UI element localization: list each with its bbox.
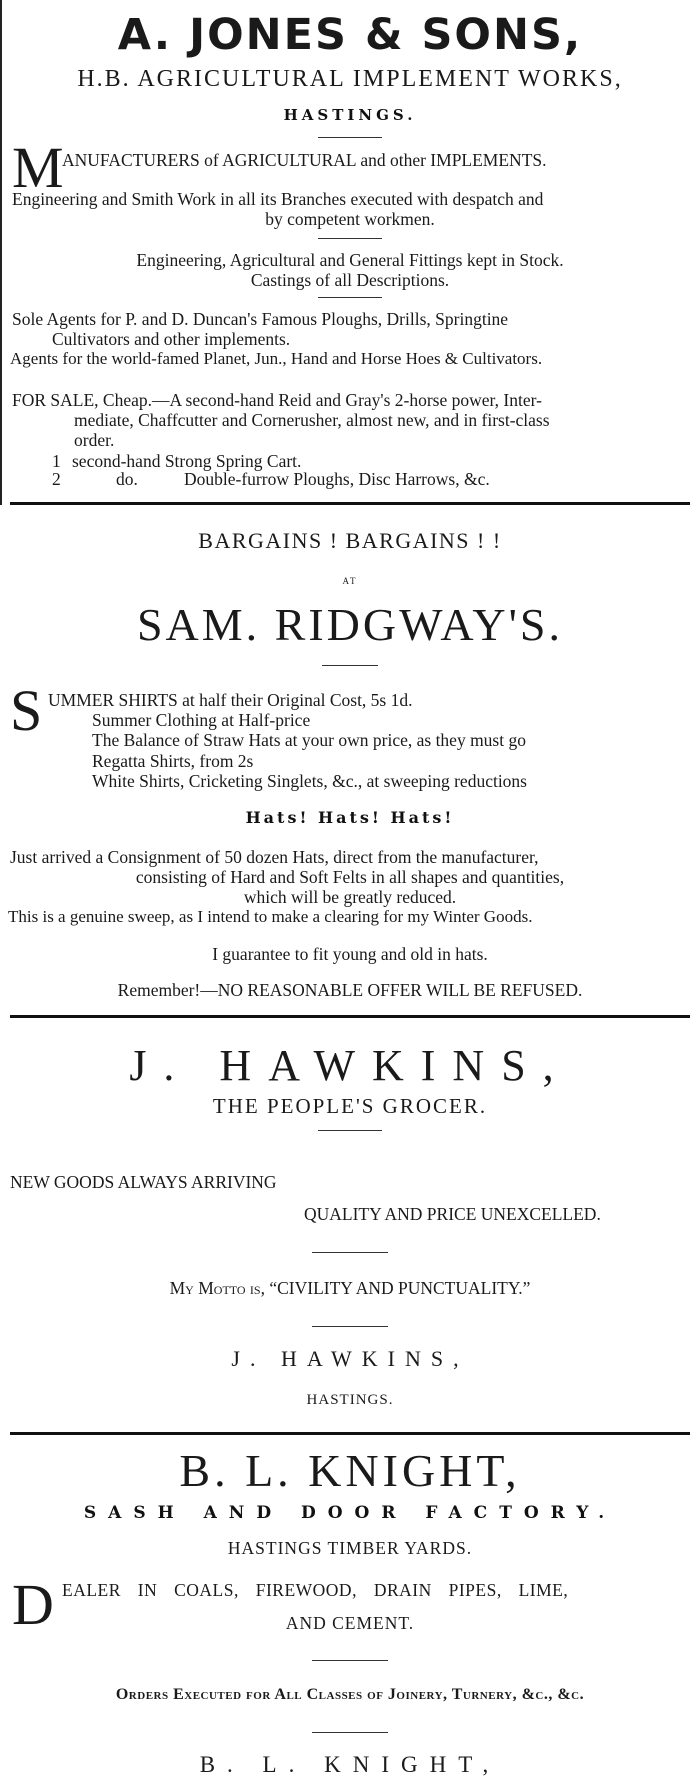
knight-dealer-line-1: EALER IN COALS, FIREWOOD, DRAIN PIPES, LIME, [62,1580,569,1600]
knight-orders: Orders Executed for All Classes of Joinery, Turnery, &c., &c. [115,1686,585,1703]
advertisement-separator [10,1432,690,1435]
divider [322,665,378,666]
ridgway-line-5: White Shirts, Cricketing Singlets, &c., at sweeping reductions [92,771,527,791]
knight-title: B. L. KNIGHT, [179,1445,521,1496]
knight-factory: SASH AND DOOR FACTORY. [83,1503,617,1523]
ridgway-title: SAM. RIDGWAY'S. [136,599,564,650]
jones-plough-text: Double-furrow Ploughs, Disc Harrows, &c. [184,469,490,489]
divider [318,238,382,239]
jones-manufacturers: ANUFACTURERS of AGRICULTURAL and other IMPLEMENTS. [62,150,547,170]
jones-engineering-line-1: Engineering and Smith Work in all its Branches executed with despatch and [12,189,544,209]
jones-sole-agents-line-1: Sole Agents for P. and D. Duncan's Famous Ploughs, Drills, Springtine [12,309,509,329]
knight-timber-yards: HASTINGS TIMBER YARDS. [227,1538,473,1558]
ridgway-consignment-line-1: Just arrived a Consignment of 50 dozen Hats, direct from the manufacturer, [10,847,539,867]
jones-sale-line-3: order. [74,430,115,450]
jones-cart-text: second-hand Strong Spring Cart. [72,451,302,471]
jones-planet-agents: Agents for the world-famed Planet, Jun., Hand and Horse Hoes & Cultivators. [10,349,543,368]
jones-plough-number: 2 [52,469,61,489]
jones-fittings-line-1: Engineering, Agricultural and General Fittings kept in Stock. [136,250,564,270]
hawkins-subtitle: THE PEOPLE'S GROCER. [212,1094,488,1118]
jones-fittings-line-2: Castings of all Descriptions. [250,270,450,290]
divider [318,137,382,138]
divider [318,297,382,298]
jones-town: HASTINGS. [283,106,417,124]
ridgway-consignment-line-2: consisting of Hard and Soft Felts in all shapes and quantities, [135,867,565,887]
knight-signature: B. L. KNIGHT, [199,1752,501,1777]
ridgway-line-2: Summer Clothing at Half-price [92,710,311,730]
hawkins-quality: QUALITY AND PRICE UNEXCELLED. [304,1204,601,1224]
ridgway-line-4: Regatta Shirts, from 2s [92,751,254,771]
jones-dropcap: M [12,135,64,200]
divider [312,1252,388,1253]
advertisement-separator [10,1015,690,1018]
ridgway-guarantee: I guarantee to fit young and old in hats. [212,944,488,964]
knight-dealer-line-2: AND CEMENT. [285,1613,415,1633]
knight-dropcap: D [12,1572,54,1637]
divider [312,1660,388,1661]
ridgway-remember: Remember!—NO REASONABLE OFFER WILL BE REFUSED. [117,980,583,1000]
jones-sole-agents-line-2: Cultivators and other implements. [52,329,291,349]
hawkins-motto-line [0,1278,700,1299]
hawkins-signature: J. HAWKINS, [231,1346,469,1371]
jones-cart-number: 1 [52,451,61,471]
jones-engineering-line-2: by competent workmen. [265,209,435,229]
ridgway-hats-heading: Hats! Hats! Hats! [245,808,455,827]
ridgway-bargains: BARGAINS ! BARGAINS ! ! [198,528,502,553]
ridgway-at: AT [342,576,358,586]
jones-title: A. JONES & SONS, [117,10,583,60]
divider [318,1130,382,1131]
jones-plough-ditto: do. [116,469,138,489]
hawkins-title: J. HAWKINS, [129,1041,571,1090]
jones-sale-line-2: mediate, Chaffcutter and Cornerusher, almost new, and in first-class [74,410,550,430]
jones-sale-line-1: FOR SALE, Cheap.—A second-hand Reid and Gray's 2-horse power, Inter- [12,390,542,410]
divider [312,1326,388,1327]
ridgway-dropcap: S [10,678,43,743]
ridgway-consignment-line-3: which will be greatly reduced. [243,887,457,907]
ridgway-line-1: UMMER SHIRTS at half their Original Cost, 5s 1d. [48,690,413,710]
divider [312,1732,388,1733]
jones-subtitle: H.B. AGRICULTURAL IMPLEMENT WORKS, [77,66,623,92]
ridgway-line-3: The Balance of Straw Hats at your own price, as they must go [92,730,526,750]
hawkins-new-goods: NEW GOODS ALWAYS ARRIVING [10,1172,277,1192]
hawkins-town: HASTINGS. [306,1392,394,1408]
ridgway-sweep: This is a genuine sweep, as I intend to make a clearing for my Winter Goods. [8,907,533,926]
hawkins-motto-label: My Motto is, [169,1278,265,1298]
hawkins-motto: “CIVILITY AND PUNCTUALITY.” [269,1278,531,1298]
advertisement-separator [10,502,690,505]
